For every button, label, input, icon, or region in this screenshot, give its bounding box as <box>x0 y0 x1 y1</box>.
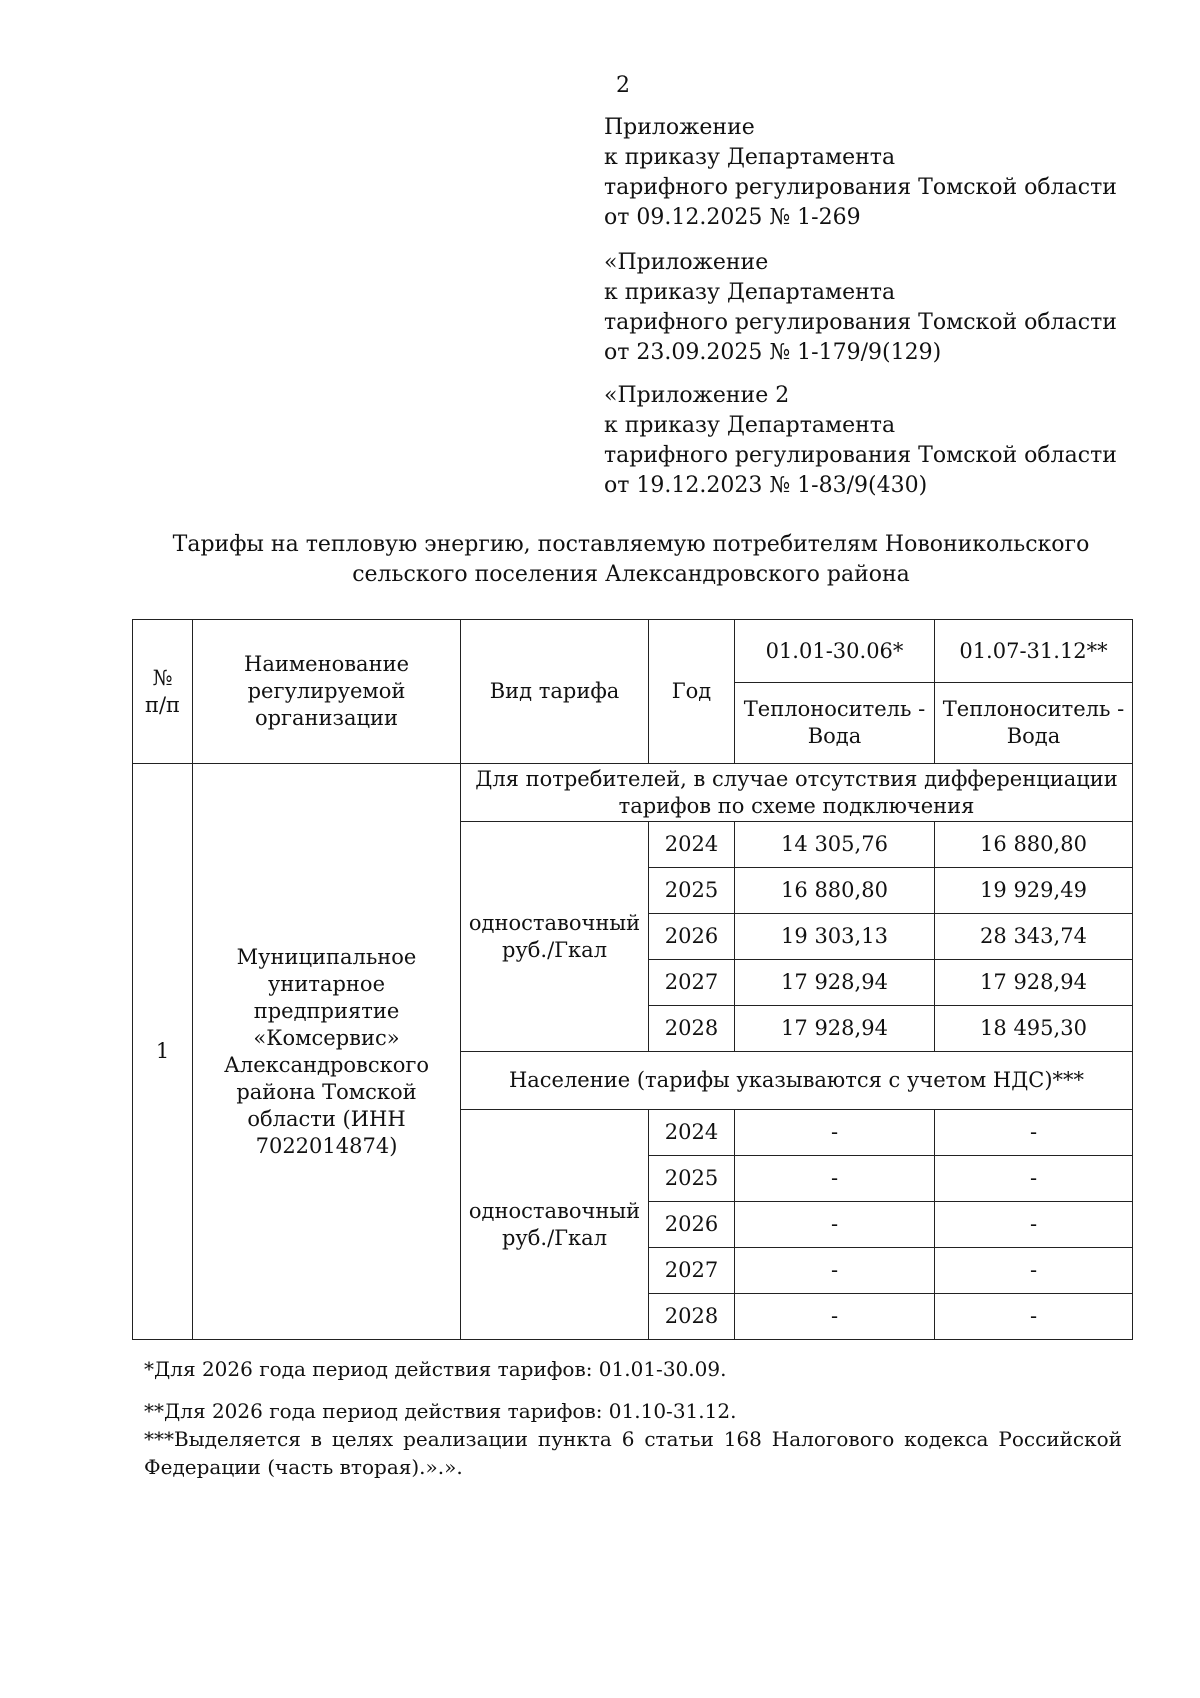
year-cell: 2024 <box>649 822 735 868</box>
value-cell: - <box>935 1294 1133 1340</box>
page-number: 2 <box>616 73 630 98</box>
value-cell: - <box>735 1156 935 1202</box>
appendix-line: «Приложение 2 <box>604 383 790 408</box>
tariff-table <box>132 619 1133 1340</box>
document-title <box>130 530 1132 590</box>
appendix-line: тарифного регулирования Томской области <box>604 443 1117 468</box>
year-cell: 2026 <box>649 914 735 960</box>
organization-name: Муниципальное унитарное предприятие «Комсервис» Александровского района Томской области (ИНН 7022014874) <box>193 764 461 1340</box>
header-carrier-2: Теплоноситель - Вода <box>935 683 1133 764</box>
value-cell: - <box>735 1110 935 1156</box>
header-period-1: 01.01-30.06* <box>735 620 935 683</box>
appendix-line: Приложение <box>604 115 755 140</box>
row-number: 1 <box>133 764 193 1340</box>
value-cell: 16 880,80 <box>735 868 935 914</box>
tariff-type-cell: одноставочный руб./Гкал <box>461 822 649 1052</box>
header-carrier-1: Теплоноситель - Вода <box>735 683 935 764</box>
value-cell: 16 880,80 <box>935 822 1133 868</box>
value-cell: 17 928,94 <box>935 960 1133 1006</box>
value-cell: - <box>935 1110 1133 1156</box>
year-cell: 2028 <box>649 1006 735 1052</box>
table-header-row <box>133 620 1133 683</box>
value-cell: 19 303,13 <box>735 914 935 960</box>
footnote: ***Выделяется в целях реализации пункта 6 статьи 168 Налогового кодекса Российской Федерации (часть вторая).».». <box>144 1427 1122 1479</box>
appendix-line: от 23.09.2025 № 1-179/9(129) <box>604 340 942 365</box>
year-cell: 2027 <box>649 960 735 1006</box>
section-title-population: Население (тарифы указываются с учетом НДС)*** <box>461 1052 1133 1110</box>
year-cell: 2028 <box>649 1294 735 1340</box>
document-title-line: сельского поселения Александровского района <box>352 562 910 587</box>
value-cell: 18 495,30 <box>935 1006 1133 1052</box>
header-tariff-type: Вид тарифа <box>461 620 649 764</box>
section-title-consumers: Для потребителей, в случае отсутствия дифференциации тарифов по схеме подключения <box>461 764 1133 822</box>
value-cell: 14 305,76 <box>735 822 935 868</box>
value-cell: - <box>735 1248 935 1294</box>
section-row <box>133 764 1133 822</box>
year-cell: 2024 <box>649 1110 735 1156</box>
year-cell: 2026 <box>649 1202 735 1248</box>
footnote: **Для 2026 года период действия тарифов: 01.10-31.12. <box>144 1399 737 1423</box>
value-cell: - <box>935 1248 1133 1294</box>
year-cell: 2025 <box>649 1156 735 1202</box>
value-cell: 28 343,74 <box>935 914 1133 960</box>
footnote: *Для 2026 года период действия тарифов: 01.01-30.09. <box>144 1357 727 1381</box>
appendix-line: «Приложение <box>604 250 769 275</box>
year-cell: 2025 <box>649 868 735 914</box>
header-num: № п/п <box>133 620 193 764</box>
footnotes <box>144 1355 1122 1481</box>
appendix-line: к приказу Департамента <box>604 145 896 170</box>
value-cell: - <box>735 1202 935 1248</box>
header-organization: Наименование регулируемой организации <box>193 620 461 764</box>
year-cell: 2027 <box>649 1248 735 1294</box>
value-cell: 19 929,49 <box>935 868 1133 914</box>
appendix-line: тарифного регулирования Томской области <box>604 310 1117 335</box>
appendix-block-original <box>604 381 1164 501</box>
value-cell: 17 928,94 <box>735 1006 935 1052</box>
appendix-line: тарифного регулирования Томской области <box>604 175 1117 200</box>
appendix-line: от 19.12.2023 № 1-83/9(430) <box>604 473 928 498</box>
value-cell: - <box>735 1294 935 1340</box>
appendix-block-current <box>604 113 1164 233</box>
appendix-line: к приказу Департамента <box>604 413 896 438</box>
appendix-line: от 09.12.2025 № 1-269 <box>604 205 861 230</box>
header-year: Год <box>649 620 735 764</box>
tariff-type-cell: одноставочный руб./Гкал <box>461 1110 649 1340</box>
appendix-line: к приказу Департамента <box>604 280 896 305</box>
appendix-block-previous <box>604 248 1164 368</box>
value-cell: 17 928,94 <box>735 960 935 1006</box>
header-period-2: 01.07-31.12** <box>935 620 1133 683</box>
value-cell: - <box>935 1202 1133 1248</box>
value-cell: - <box>935 1156 1133 1202</box>
document-title-line: Тарифы на тепловую энергию, поставляемую потребителям Новоникольского <box>172 532 1090 557</box>
